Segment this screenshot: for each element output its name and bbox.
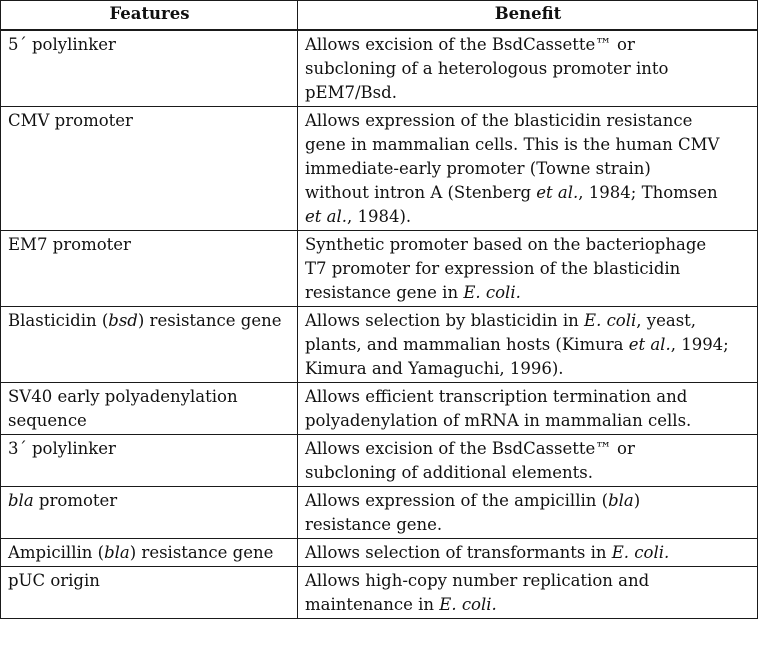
text-segment: 5´ polylinker: [8, 35, 116, 54]
text-segment: resistance gene.: [305, 515, 443, 534]
text-segment: plants, and mammalian hosts (Kimura: [305, 335, 629, 354]
benefit-cell-line: [305, 33, 751, 57]
benefit-cell-line: [305, 205, 751, 229]
benefit-cell-line: [305, 157, 751, 181]
benefit-cell-line: [305, 437, 751, 461]
text-segment: Allows excision of the BsdCassette™ or: [305, 35, 635, 54]
feature-cell-line: [8, 489, 291, 513]
text-segment: maintenance in: [305, 595, 440, 614]
text-segment: Kimura and Yamaguchi, 1996).: [305, 359, 564, 378]
table-row: [1, 30, 758, 107]
benefit-header: Benefit: [298, 1, 758, 31]
table-row: [1, 487, 758, 539]
text-segment: Allows selection of transformants in: [305, 543, 612, 562]
benefit-cell: [298, 107, 758, 231]
italic-text: bla: [104, 543, 130, 562]
text-segment: Allows efficient transcription termination and: [305, 387, 688, 406]
benefit-cell: [298, 383, 758, 435]
text-segment: subcloning of a heterologous promoter into: [305, 59, 669, 78]
feature-cell: [1, 307, 298, 383]
benefit-cell-line: [305, 569, 751, 593]
benefit-cell-line: [305, 81, 751, 105]
feature-cell-line: [8, 309, 291, 333]
benefit-cell-line: [305, 333, 751, 357]
benefit-cell: [298, 539, 758, 567]
benefit-cell-line: [305, 385, 751, 409]
feature-cell-line: [8, 569, 291, 593]
text-segment: sequence: [8, 411, 87, 430]
table-row: [1, 307, 758, 383]
header-row: [1, 1, 758, 31]
feature-cell: [1, 435, 298, 487]
feature-cell: [1, 231, 298, 307]
benefit-cell-line: [305, 593, 751, 617]
feature-cell: [1, 383, 298, 435]
benefit-cell: [298, 231, 758, 307]
text-segment: ) resistance gene: [129, 543, 274, 562]
benefit-cell-line: [305, 133, 751, 157]
benefit-cell-line: [305, 181, 751, 205]
benefit-cell-line: [305, 309, 751, 333]
benefit-cell: [298, 435, 758, 487]
text-segment: SV40 early polyadenylation: [8, 387, 238, 406]
text-segment: Allows excision of the BsdCassette™ or: [305, 439, 635, 458]
feature-cell: [1, 539, 298, 567]
benefit-cell-line: [305, 109, 751, 133]
italic-text: bla: [8, 491, 34, 510]
benefit-cell-line: [305, 233, 751, 257]
benefit-cell-line: [305, 513, 751, 537]
italic-text: E. coli.: [439, 595, 497, 614]
feature-cell-line: [8, 109, 291, 133]
italic-text: et al.: [628, 335, 671, 354]
table-body: [1, 30, 758, 619]
italic-text: E. coli.: [611, 543, 670, 562]
text-segment: immediate-early promoter (Towne strain): [305, 159, 651, 178]
text-segment: Allows high-copy number replication and: [305, 571, 650, 590]
italic-text: et al.: [536, 183, 579, 202]
benefit-cell-line: [305, 281, 751, 305]
text-segment: pEM7/Bsd.: [305, 83, 397, 102]
benefit-cell: [298, 307, 758, 383]
text-segment: Allows expression of the ampicillin (: [305, 491, 609, 510]
benefit-cell-line: [305, 357, 751, 381]
italic-text: E. coli: [584, 311, 637, 330]
table-row: [1, 539, 758, 567]
feature-cell-line: [8, 385, 291, 409]
text-segment: Ampicillin (: [8, 543, 105, 562]
text-segment: , yeast,: [636, 311, 697, 330]
feature-cell: [1, 487, 298, 539]
italic-text: et al.: [305, 207, 347, 226]
table-row: [1, 435, 758, 487]
benefit-cell-line: [305, 257, 751, 281]
features-header: Features: [1, 1, 298, 31]
benefit-cell: [298, 567, 758, 619]
text-segment: subcloning of additional elements.: [305, 463, 593, 482]
text-segment: Allows expression of the blasticidin resistance: [305, 111, 693, 130]
text-segment: without intron A (Stenberg: [305, 183, 537, 202]
text-segment: , 1984).: [347, 207, 412, 226]
feature-cell-line: [8, 409, 291, 433]
text-segment: gene in mammalian cells. This is the human CMV: [305, 135, 720, 154]
benefit-cell: [298, 487, 758, 539]
text-segment: ) resistance gene: [137, 311, 282, 330]
text-segment: Allows selection by blasticidin in: [305, 311, 585, 330]
benefit-cell-line: [305, 541, 751, 565]
text-segment: T7 promoter for expression of the blasticidin: [305, 259, 681, 278]
text-segment: 3´ polylinker: [8, 439, 116, 458]
feature-cell-line: [8, 437, 291, 461]
text-segment: Synthetic promoter based on the bacteriophage: [305, 235, 707, 254]
feature-cell-line: [8, 33, 291, 57]
feature-cell: [1, 567, 298, 619]
text-segment: ): [633, 491, 641, 510]
table-row: [1, 231, 758, 307]
feature-cell-line: [8, 541, 291, 565]
benefit-cell-line: [305, 461, 751, 485]
table-row: [1, 383, 758, 435]
benefit-cell-line: [305, 57, 751, 81]
table-row: [1, 567, 758, 619]
benefit-cell: [298, 30, 758, 107]
text-segment: EM7 promoter: [8, 235, 131, 254]
text-segment: resistance gene in: [305, 283, 464, 302]
feature-cell-line: [8, 233, 291, 257]
italic-text: E. coli.: [463, 283, 521, 302]
italic-text: bla: [608, 491, 634, 510]
text-segment: , 1984; Thomsen: [578, 183, 718, 202]
text-segment: pUC origin: [8, 571, 100, 590]
table-row: [1, 107, 758, 231]
benefit-cell-line: [305, 489, 751, 513]
text-segment: promoter: [33, 491, 118, 510]
feature-cell: [1, 107, 298, 231]
feature-cell: [1, 30, 298, 107]
text-segment: , 1994;: [670, 335, 729, 354]
text-segment: Blasticidin (: [8, 311, 109, 330]
text-segment: CMV promoter: [8, 111, 133, 130]
italic-text: bsd: [108, 311, 138, 330]
benefit-cell-line: [305, 409, 751, 433]
text-segment: polyadenylation of mRNA in mammalian cells.: [305, 411, 692, 430]
